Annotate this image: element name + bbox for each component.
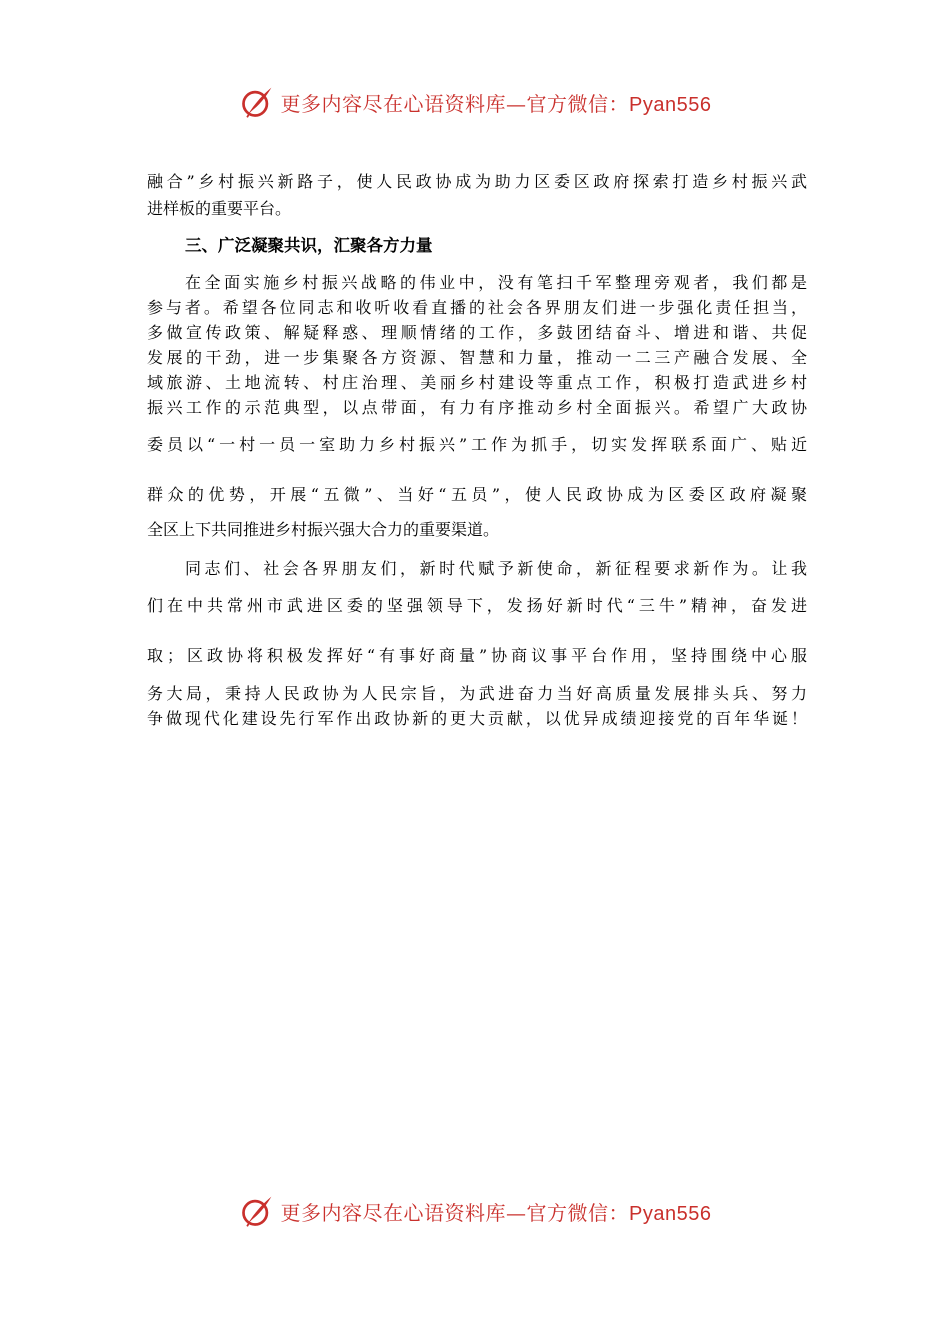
header-banner-text: 更多内容尽在心语资料库—官方微信：Pyan556 <box>280 91 712 116</box>
paragraph-line: 取；区政协将积极发挥好“有事好商量”协商议事平台作用，坚持围绕中心服 <box>147 646 807 665</box>
paragraph-line: 同志们、社会各界朋友们，新时代赋予新使命，新征程要求新作为。让我 <box>185 559 807 578</box>
paragraph-line: 多做宣传政策、解疑释惑、理顺情绪的工作，多鼓团结奋斗、增进和谐、共促 <box>147 323 807 342</box>
footer-banner <box>0 1189 950 1233</box>
paragraph-line: 委员以“一村一员一室助力乡村振兴”工作为抓手，切实发挥联系面广、贴近 <box>147 435 807 454</box>
paragraph-line: 群众的优势，开展“五微”、当好“五员”，使人民政协成为区委区政府凝聚 <box>147 485 807 504</box>
quill-pen-logo-icon <box>239 1193 275 1229</box>
paragraph-line: 务大局，秉持人民政协为人民宗旨，为武进奋力当好高质量发展排头兵、努力 <box>147 684 807 703</box>
paragraph-line: 融合”乡村振兴新路子，使人民政协成为助力区委区政府探索打造乡村振兴武 <box>147 172 807 191</box>
paragraph-line: 振兴工作的示范典型，以点带面，有力有序推动乡村全面振兴。希望广大政协 <box>147 398 807 417</box>
paragraph-line: 们在中共常州市武进区委的坚强领导下，发扬好新时代“三牛”精神，奋发进 <box>147 596 807 615</box>
section-heading: 三、广泛凝聚共识，汇聚各方力量 <box>185 236 433 255</box>
paragraph-line: 域旅游、土地流转、村庄治理、美丽乡村建设等重点工作，积极打造武进乡村 <box>147 373 807 392</box>
paragraph-line: 进样板的重要平台。 <box>147 199 292 218</box>
header-banner <box>0 80 950 124</box>
paragraph-line: 争做现代化建设先行军作出政协新的更大贡献，以优异成绩迎接党的百年华诞！ <box>147 709 807 728</box>
paragraph-line: 全区上下共同推进乡村振兴强大合力的重要渠道。 <box>147 520 500 539</box>
paragraph-line: 参与者。希望各位同志和收听收看直播的社会各界朋友们进一步强化责任担当， <box>147 298 807 317</box>
quill-pen-logo-icon <box>239 84 275 120</box>
paragraph-line: 发展的干劲，进一步集聚各方资源、智慧和力量，推动一二三产融合发展、全 <box>147 348 807 367</box>
footer-banner-text: 更多内容尽在心语资料库—官方微信：Pyan556 <box>280 1200 712 1225</box>
paragraph-line: 在全面实施乡村振兴战略的伟业中，没有笔扫千军整理旁观者，我们都是 <box>185 273 807 292</box>
